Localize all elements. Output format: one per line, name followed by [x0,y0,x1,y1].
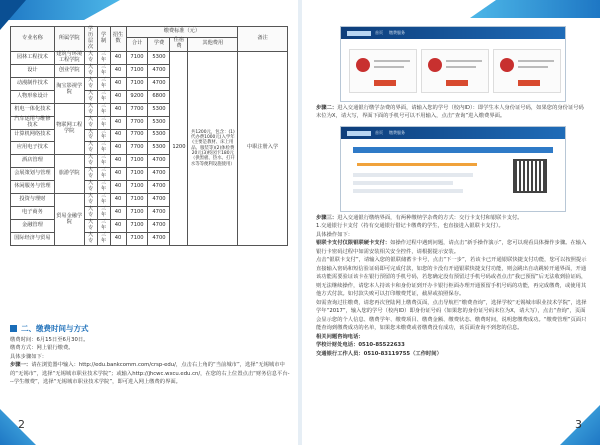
fee-table [10,26,288,246]
step2-paragraph [316,104,588,121]
progress-line [357,163,477,166]
cell-tuition: 4700 [148,207,170,220]
unionpay-text: 如操作过程中遇到问题，请点击“新手操作演示”，您可以观看具体操作步骤。在输入银行卡密码过程中如需安装相关安全控件，请根据提示安装。 [316,240,587,255]
step2-label: 步骤二： [316,105,338,111]
payment-banner [353,147,553,153]
cell-level: 大专 [84,142,97,155]
cell-enroll: 40 [110,207,126,220]
cell-level: 大专 [84,51,97,64]
cell-total: 7100 [126,233,148,246]
th-dorm: 住宿费 [170,37,188,51]
th-fee-group: 缴费标准（元） [126,27,238,38]
contact-school: 学校计财处电话：0510-85522633 [316,342,405,349]
cell-tuition: 6800 [148,90,170,103]
cell-length: 三年 [97,64,110,77]
cell-major: 国际经济与贸易 [11,233,55,246]
cell-level: 大专 [84,194,97,207]
contact-bank: 交通银行工作人员：0510-83119755（工作时间） [316,350,442,357]
cell-enroll: 40 [110,51,126,64]
cell-length: 三年 [97,181,110,194]
step1-paragraph [10,361,290,386]
cell-length: 三年 [97,142,110,155]
th-major: 专业名称 [11,27,55,52]
th-total: 合计 [126,37,148,51]
cell-note: 中职注册入学 [238,51,288,245]
cell-major: 休闲服务与管理 [11,181,55,194]
site-header [341,27,565,39]
cell-major: 园林工程技术 [11,51,55,64]
th-level: 学历层次 [84,27,97,52]
cell-major: 计算机网络技术 [11,129,55,142]
unionpay-heading: 银联卡支付仅限银联硬卡支付： [316,240,391,247]
cell-length: 三年 [97,220,110,233]
page-number: 3 [575,418,582,431]
cell-enroll: 40 [110,103,126,116]
form-field [353,189,463,193]
cell-length: 三年 [97,168,110,181]
cell-major: 动漫制作技术 [11,77,55,90]
form-field [353,181,453,185]
left-page [0,0,298,445]
payment-line: 具体操作如下： [316,231,354,238]
school-seal-icon [356,58,370,72]
cell-level: 大专 [84,168,97,181]
school-enter-button [518,80,540,86]
unionpay-detail: 点击“银联卡支付”，请输入您的银联储蓄卡卡号，点击“下一步”，若该卡已开通银联快捷支付功能，您可以按照提示直接输入密码和短信验证码即可完成付款，如您的卡没有开通银联快捷支付功能，则会跳出自动跳转开通界面，开通该功能需要验证该卡在银行预留的手机号码，若您确定没有预留过手机号码或者点击“我已预留”后无法收到验证码，则无法继续操作，请您本人持该卡和身份证到开办卡银行柜面办理开通预留手机号码的功能，再完成缴费，或使用其他方式付款。如付款失败可以打印缴费凭证，截屏或拍照保存。 [316,257,587,298]
placeholder-line [374,66,404,68]
cell-enroll: 40 [110,129,126,142]
cell-total: 7700 [126,103,148,116]
placeholder-line [518,66,548,68]
cell-tuition: 4700 [148,220,170,233]
school-card [493,49,561,93]
cell-total: 7100 [126,168,148,181]
cell-tuition: 5300 [148,129,170,142]
step1-label: 步骤一： [10,362,32,369]
section-heading [10,323,89,334]
cell-major: 设计 [11,64,55,77]
cell-tuition: 4700 [148,194,170,207]
th-tuition: 学费 [148,37,170,51]
cell-level: 大专 [84,181,97,194]
cell-enroll: 40 [110,155,126,168]
cell-level: 大专 [84,220,97,233]
cell-length: 三年 [97,116,110,129]
table-row [11,51,288,64]
school-enter-button [446,80,468,86]
cell-tuition: 4700 [148,155,170,168]
cell-length: 三年 [97,207,110,220]
step3-text: 进入交通银行缴纳界面，有两种缴纳学杂费的方式：交行卡支付和银联卡支付。 [337,215,523,221]
cell-tuition: 4700 [148,168,170,181]
cell-length: 三年 [97,77,110,90]
cell-length: 三年 [97,129,110,142]
screenshot-school-select [340,26,566,102]
cell-tuition: 5300 [148,51,170,64]
cell-college: 淘宝影视学院 [54,77,84,103]
th-note: 备注 [238,27,288,52]
cell-major: 金融管理 [11,220,55,233]
school-seal-icon [500,58,514,72]
cell-tuition: 4700 [148,77,170,90]
cell-major: 汽车运用与维修技术 [11,116,55,129]
school-card [349,49,417,93]
info-line: 具体步骤如下： [10,353,48,360]
cell-college: 旅游学院 [54,155,84,194]
cell-enroll: 40 [110,77,126,90]
page-number: 2 [18,418,25,431]
site-tab: 首页 [375,130,383,135]
contact-heading: 相关问题咨询电话： [316,333,364,340]
cell-level: 大专 [84,155,97,168]
step3-label: 步骤三： [316,215,338,221]
cell-enroll: 40 [110,168,126,181]
form-field [353,173,473,177]
cell-length: 三年 [97,155,110,168]
cell-level: 大专 [84,90,97,103]
cell-enroll: 40 [110,233,126,246]
cell-level: 大专 [84,207,97,220]
decor-corner [470,0,600,18]
cell-level: 大专 [84,103,97,116]
step1-text: 请在浏览器中输入：http://edu.bankcomm.com/crsp-edu/，点击右上角的“当前城市”，选择“无锡城市中的“无锡市”，选择“无锡城市职业技术学院”；或输入http://jhcwc.wxcu.edu.cn/，在您的右上位置点击“财务信息平台---学生缴费”，选择“无锡城市职业技术学院”，即可进入网上缴费的界面。 [10,362,290,386]
bank-logo-icon [347,131,371,136]
cell-college: 贸易金融学院 [54,194,84,246]
step2-text: 进入交通银行缴学杂费的界面，请输入您的学号（校内ID）：即学生本人身份证号码，如果您的身份证号码末位为X，请大写，界面下面的手机号可以不用输入，点击“查询”进入缴费界面。 [316,105,584,120]
cell-level: 大专 [84,64,97,77]
bank-logo-icon [347,31,371,36]
cell-total: 7100 [126,220,148,233]
cell-tuition: 4700 [148,181,170,194]
cell-total: 7100 [126,207,148,220]
cell-total: 9200 [126,90,148,103]
cell-length: 三年 [97,51,110,64]
cell-major: 会展策划与管理 [11,168,55,181]
cell-major: 机电一体化技术 [11,103,55,116]
cell-length: 三年 [97,233,110,246]
cell-tuition: 4700 [148,233,170,246]
info-line: 缴费时间：6月15日至6月30日。 [10,337,89,343]
cell-total: 7100 [126,77,148,90]
site-header [341,127,565,139]
step3-block [316,214,588,358]
site-tab: 缴费服务 [389,130,405,135]
cell-length: 三年 [97,90,110,103]
cell-enroll: 40 [110,64,126,77]
cell-level: 大专 [84,129,97,142]
info-line: 缴费方式：网上银行缴费。 [10,345,74,352]
section-marker-icon [10,325,17,332]
placeholder-line [446,60,482,62]
cell-major: 投资与理财 [11,194,55,207]
placeholder-line [446,66,476,68]
cell-enroll: 40 [110,194,126,207]
cell-level: 大专 [84,116,97,129]
cell-total: 7100 [126,181,148,194]
cell-enroll: 40 [110,90,126,103]
cell-total: 7100 [126,64,148,77]
th-enroll: 招生数 [110,27,126,52]
cell-major: 人物形象设计 [11,90,55,103]
school-enter-button [374,80,396,86]
th-other: 其他费用 [188,37,238,51]
cell-dorm: 1200 [170,51,188,245]
cell-college: 物联网工程学院 [54,103,84,155]
cell-enroll: 40 [110,116,126,129]
cell-length: 三年 [97,194,110,207]
cell-major: 酒店管理 [11,155,55,168]
payment-info [10,336,290,387]
cell-level: 大专 [84,77,97,90]
cell-total: 7100 [126,51,148,64]
cell-total: 7100 [126,194,148,207]
cell-tuition: 5300 [148,116,170,129]
cell-college: 建筑与环境工程学院 [56,50,83,63]
cell-enroll: 40 [110,142,126,155]
query-text: 如需查询过往缴费，请您再次登陆网上缴费页面，点击导航栏“缴费查询”，选择学校“无锡城市职业技术学院”，选择学年“2017”，输入您的学号（校内ID）即身份证号码（如果您的身份证号码末位为X，请大写），点击“查询”，页面会显示您的个人信息、缴费学年、缴费项目、缴费金额、缴费状态、缴费时间，说明您缴费成功。“缴费管理”页面只能查询到缴费成功的名单，如果您未缴费或者缴费没有成功，该页面查询不到您的信息。 [316,299,587,332]
cell-tuition: 4700 [148,64,170,77]
cell-length: 三年 [97,103,110,116]
qr-code-icon [513,159,547,193]
cell-tuition: 5300 [148,142,170,155]
placeholder-line [374,60,410,62]
cell-other-fees: 共1200元，包含：(1)代办费1000元(入学年(主要是教材、床上用品、服装等)(2)体检费20元(3)校园卡180元（供黑板、热水、打开水等等便利设施使用） [188,51,238,245]
screenshot-payment [340,126,566,212]
cell-enroll: 40 [110,181,126,194]
cell-total: 7700 [126,116,148,129]
cell-total: 7100 [126,155,148,168]
site-tab: 缴费服务 [389,30,405,35]
cell-tuition: 5300 [148,103,170,116]
placeholder-line [518,60,554,62]
th-length: 学制 [97,27,110,52]
cell-enroll: 40 [110,220,126,233]
cell-college: 创业学院 [54,64,84,77]
payment-line: 1.交通银行卡支付（持有交通银行借记卡缴费的学生，也直接进入银联卡支付）。 [316,223,504,230]
school-seal-icon [428,58,442,72]
cell-major: 电子商务 [11,207,55,220]
right-page [302,0,600,445]
th-college: 所属学院 [54,27,84,52]
cell-total: 7700 [126,129,148,142]
section-title: 二、缴费时间与方式 [21,324,89,333]
cell-total: 7700 [126,142,148,155]
site-tab: 首页 [375,30,383,35]
cell-level: 大专 [84,233,97,246]
cell-major: 应用电子技术 [11,142,55,155]
school-card [421,49,489,93]
